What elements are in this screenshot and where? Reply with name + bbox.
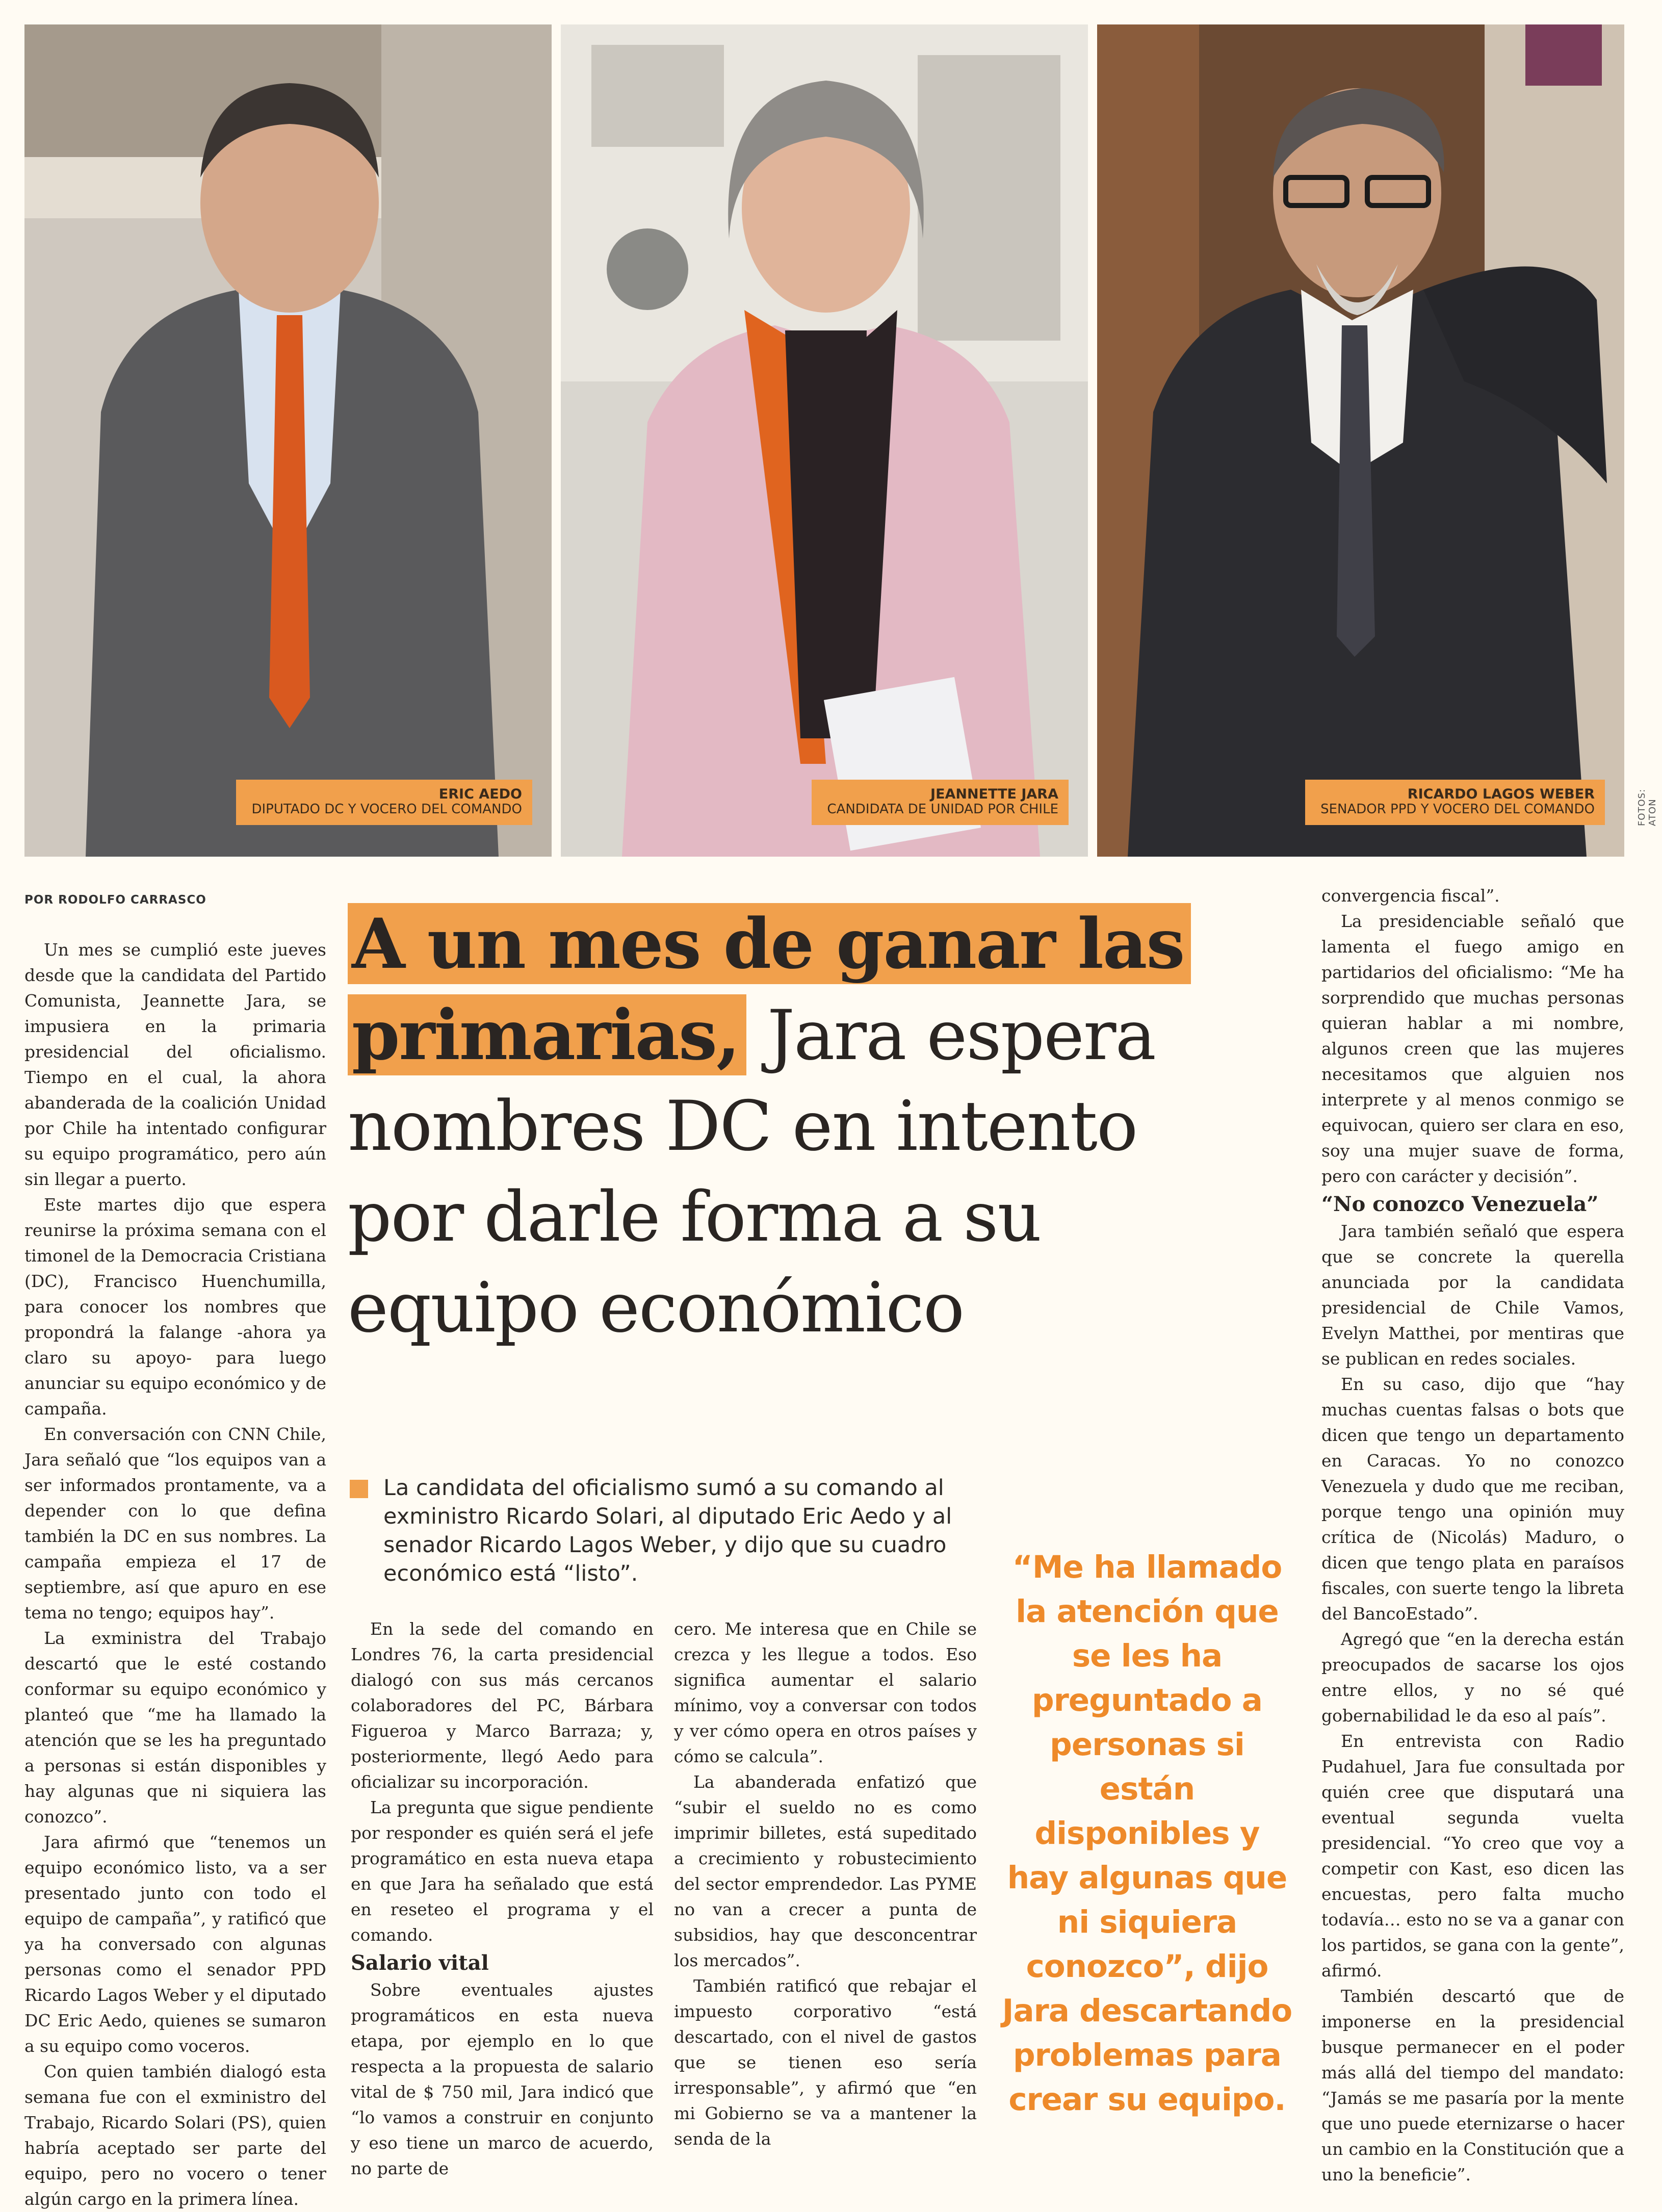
caption-name: JEANNETTE JARA (930, 786, 1058, 802)
paragraph: Un mes se cumplió este jueves desde que la candidata del Partido Comunista, Jeannette Jara, se impusiera en la primaria presidencial del oficialismo. Tiempo en el cual, la ahora abanderada de la coalición Unidad por Chile ha intentado configurar su equipo programático, pero aún sin llegar a puerto. (24, 940, 326, 1189)
photo-eric-aedo (24, 24, 552, 857)
headline-rest: Jara espera nombres DC en intento por darle forma a su equipo económico (348, 995, 1155, 1348)
paragraph: Jara también señaló que espera que se concrete la querella anunciada por la candidata presidencial de Chile Vamos, Evelyn Matthei, por mentiras que se publican en redes sociales. (1321, 1221, 1624, 1369)
photo-ricardo-lagos-weber (1097, 24, 1624, 857)
paragraph: En su caso, dijo que “hay muchas cuentas falsas o bots que dicen que tengo un departamento en Caracas. Yo no conozco Venezuela y dudo que me reciban, porque tengo una opinión muy crítica de (Nicolás) Maduro, o dicen que tengo plata en paraísos fiscales, con suerte tengo la libreta del BancoEstado”. (1321, 1374, 1624, 1624)
article-column-3 (674, 1616, 977, 2152)
paragraph: Este martes dijo que espera reunirse la próxima semana con el timonel de la Democracia Cristiana (DC), Francisco Huenchumilla, para conocer los nombres que propondrá la falange -ahora ya claro su apoyo- para luego anunciar su equipo económico y de campaña. (24, 1195, 326, 1419)
paragraph: También descartó que de imponerse en la presidencial busque permanecer en el poder más allá del tiempo del mandato: “Jamás se me pasaría por la mente que uno puede eternizarse o hacer un cambio en la Constitución que a uno la beneficie”. (1321, 1986, 1624, 2184)
bullet-square-icon (350, 1480, 368, 1498)
photo-credit: FOTOS: ATON (1637, 788, 1658, 826)
caption-role: CANDIDATA DE UNIDAD POR CHILE (827, 801, 1058, 817)
paragraph: Jara afirmó que “tenemos un equipo económico listo, va a ser presentado junto con todo el equipo de campaña”, y ratificó que ya ha conversado con algunas personas como el senador PPD Ricardo Lagos Weber y el diputado DC Eric Aedo, quienes se sumaron a su equipo como voceros. (24, 1832, 326, 2056)
photo-caption (1305, 780, 1605, 825)
paragraph: La pregunta que sigue pendiente por responder es quién será el jefe programático en esta nueva etapa en que Jara ha señalado que está en reseteo el programa y el comando. (351, 1797, 654, 1945)
pull-quote: “Me ha llamado la atención que se les ha preguntado a personas si están disponibles y hay algunas que ni siquiera conozco”, dijo Jara descartando problemas para crear su equipo. (1002, 1549, 1292, 2118)
subheading-salario-vital: Salario vital (351, 1951, 489, 1975)
paragraph: Con quien también dialogó esta semana fue con el exministro del Trabajo, Ricardo Solari (PS), quien habría aceptado ser parte del equipo, pero no vocero o tener algún cargo en la primera línea. (24, 2062, 326, 2209)
subheading-no-conozco-venezuela: “No conozco Venezuela” (1321, 1192, 1599, 1216)
lead-text: La candidata del oficialismo sumó a su comando al exministro Ricardo Solari, al diputado Eric Aedo y al senador Ricardo Lagos Weber, y dijo que su cuadro económico está “listo”. (383, 1475, 952, 1586)
photo-caption (236, 780, 532, 825)
paragraph: Agregó que “en la derecha están preocupados de sacarse los ojos entre ellos, y no sé qué gobernabilidad le da eso al país”. (1321, 1629, 1624, 1726)
paragraph: En la sede del comando en Londres 76, la carta presidencial dialogó con sus más cercanos colaboradores del PC, Bárbara Figueroa y Marco Barraza; y, posteriormente, llegó Aedo para oficializar su incorporación. (351, 1619, 654, 1792)
paragraph: En conversación con CNN Chile, Jara señaló que “los equipos van a ser informados prontamente, va a depender con lo que defina también la DC en sus nombres. La campaña empieza el 17 de septiembre, así que apuro en ese tema no tengo; equipos hay”. (24, 1424, 326, 1623)
photo-eric-aedo-image (24, 24, 552, 857)
paragraph: La exministra del Trabajo descartó que le esté costando conformar su equipo económico y planteó que “me ha llamado la atención que se les ha preguntado a personas si están disponibles y hay algunas que ni siquiera las conozco”. (24, 1628, 326, 1827)
headline-highlight: A un mes de ganar las primarias, (348, 903, 1191, 1075)
byline: POR RODOLFO CARRASCO (24, 893, 206, 907)
caption-role: DIPUTADO DC Y VOCERO DEL COMANDO (251, 801, 522, 817)
headline (348, 898, 1245, 1353)
lead-summary (350, 1474, 1005, 1588)
paragraph: También ratificó que rebajar el impuesto corporativo “está descartado, con el nivel de gastos que se tienen eso sería irresponsable”, y afirmó que “en mi Gobierno se va a mantener la senda de la (674, 1976, 977, 2149)
photo-jeannette-jara (561, 24, 1088, 857)
paragraph: convergencia fiscal”. (1321, 886, 1500, 906)
article-column-2 (351, 1616, 654, 2181)
caption-name: ERIC AEDO (438, 786, 522, 802)
photo-caption (812, 780, 1069, 825)
paragraph: Sobre eventuales ajustes programáticos en esta nueva etapa, por ejemplo en lo que respecta a la propuesta de salario vital de $ 750 mil, Jara indicó que “lo vamos a construir en conjunto y eso tiene un marco de acuerdo, no parte de (351, 1980, 654, 2178)
caption-name: RICARDO LAGOS WEBER (1407, 786, 1595, 802)
caption-role: SENADOR PPD Y VOCERO DEL COMANDO (1320, 801, 1595, 817)
paragraph: cero. Me interesa que en Chile se crezca y les llegue a todos. Eso significa aumentar el salario mínimo, voy a conversar con todos y ver cómo opera en otros países y cómo se calcula”. (674, 1619, 977, 1766)
article-column-4 (1321, 883, 1624, 2188)
paragraph: En entrevista con Radio Pudahuel, Jara fue consultada por quién cree que disputará una eventual segunda vuelta presidencial. “Yo creo que voy a competir con Kast, eso dicen las encuestas, pero falta mucho todavía… esto no se va a ganar con los partidos, se gana con la gente”, afirmó. (1321, 1731, 1624, 1980)
photo-ricardo-lagos-weber-image (1097, 24, 1624, 857)
article-column-1 (24, 937, 326, 2212)
paragraph: La presidenciable señaló que lamenta el fuego amigo en partidarios del oficialismo: “Me ha sorprendido que muchas personas quieran hablar a mi nombre, algunos creen que las mujeres necesitamos que alguien nos interprete y al menos conmigo se equivocan, quiero ser clara en eso, soy una mujer suave de forma, pero con carácter y decisión”. (1321, 911, 1624, 1186)
photo-jeannette-jara-image (561, 24, 1088, 857)
paragraph: La abanderada enfatizó que “subir el sueldo no es como imprimir billetes, está supeditado a crecimiento y robustecimiento del sector emprendedor. Las PYME no van a crecer a punta de subsidios, hay que desconcentrar los mercados”. (674, 1772, 977, 1970)
